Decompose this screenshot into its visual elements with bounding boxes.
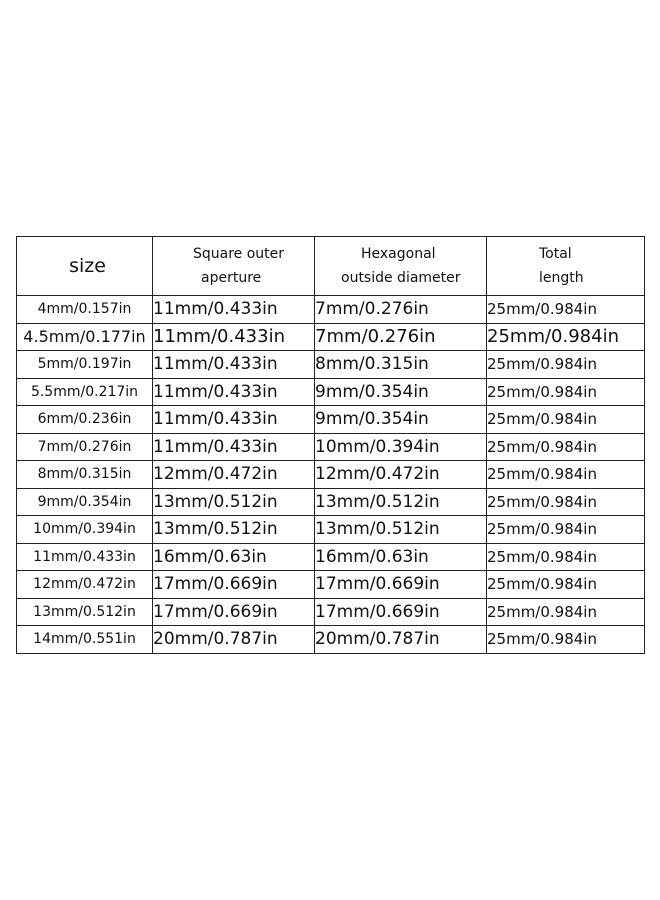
cell-hex-diameter: 9mm/0.354in xyxy=(315,406,487,434)
cell-hex-diameter: 7mm/0.276in xyxy=(315,323,487,351)
cell-size: 4.5mm/0.177in xyxy=(17,323,153,351)
cell-size: 14mm/0.551in xyxy=(17,626,153,654)
cell-total-length: 25mm/0.984in xyxy=(487,296,645,324)
cell-total-length: 25mm/0.984in xyxy=(487,571,645,599)
cell-size: 13mm/0.512in xyxy=(17,598,153,626)
cell-square-aperture: 11mm/0.433in xyxy=(153,323,315,351)
table-row xyxy=(17,406,645,434)
header-square-line1: Square outer xyxy=(193,246,285,262)
header-row xyxy=(17,237,645,296)
cell-total-length: 25mm/0.984in xyxy=(487,598,645,626)
header-size: size xyxy=(17,237,153,296)
cell-square-aperture: 11mm/0.433in xyxy=(153,406,315,434)
cell-square-aperture: 11mm/0.433in xyxy=(153,351,315,379)
cell-size: 12mm/0.472in xyxy=(17,571,153,599)
cell-total-length: 25mm/0.984in xyxy=(487,461,645,489)
cell-size: 9mm/0.354in xyxy=(17,488,153,516)
cell-square-aperture: 13mm/0.512in xyxy=(153,516,315,544)
table-row xyxy=(17,378,645,406)
cell-total-length: 25mm/0.984in xyxy=(487,488,645,516)
cell-total-length: 25mm/0.984in xyxy=(487,378,645,406)
cell-size: 5mm/0.197in xyxy=(17,351,153,379)
cell-total-length: 25mm/0.984in xyxy=(487,626,645,654)
cell-hex-diameter: 10mm/0.394in xyxy=(315,433,487,461)
cell-square-aperture: 11mm/0.433in xyxy=(153,378,315,406)
cell-total-length: 25mm/0.984in xyxy=(487,351,645,379)
cell-hex-diameter: 17mm/0.669in xyxy=(315,571,487,599)
cell-hex-diameter: 17mm/0.669in xyxy=(315,598,487,626)
header-length-line2: length xyxy=(539,270,584,286)
cell-size: 4mm/0.157in xyxy=(17,296,153,324)
cell-size: 6mm/0.236in xyxy=(17,406,153,434)
cell-square-aperture: 11mm/0.433in xyxy=(153,433,315,461)
cell-size: 11mm/0.433in xyxy=(17,543,153,571)
cell-hex-diameter: 9mm/0.354in xyxy=(315,378,487,406)
header-square-line2: aperture xyxy=(201,270,262,286)
header-hex-line1: Hexagonal xyxy=(361,246,436,262)
cell-hex-diameter: 13mm/0.512in xyxy=(315,488,487,516)
header-length-line1: Total xyxy=(539,246,572,262)
cell-total-length: 25mm/0.984in xyxy=(487,433,645,461)
table-row xyxy=(17,598,645,626)
cell-square-aperture: 11mm/0.433in xyxy=(153,296,315,324)
cell-size: 8mm/0.315in xyxy=(17,461,153,489)
header-hexagonal-outside-diameter xyxy=(315,237,487,296)
cell-total-length: 25mm/0.984in xyxy=(487,323,645,351)
table-row xyxy=(17,351,645,379)
cell-square-aperture: 16mm/0.63in xyxy=(153,543,315,571)
cell-hex-diameter: 13mm/0.512in xyxy=(315,516,487,544)
cell-square-aperture: 20mm/0.787in xyxy=(153,626,315,654)
cell-square-aperture: 13mm/0.512in xyxy=(153,488,315,516)
table-row xyxy=(17,433,645,461)
table-row xyxy=(17,461,645,489)
cell-hex-diameter: 16mm/0.63in xyxy=(315,543,487,571)
table-row xyxy=(17,516,645,544)
cell-square-aperture: 17mm/0.669in xyxy=(153,598,315,626)
cell-total-length: 25mm/0.984in xyxy=(487,406,645,434)
size-spec-table xyxy=(16,236,645,654)
header-total-length xyxy=(487,237,645,296)
cell-hex-diameter: 20mm/0.787in xyxy=(315,626,487,654)
cell-total-length: 25mm/0.984in xyxy=(487,543,645,571)
table-row xyxy=(17,543,645,571)
header-hex-line2: outside diameter xyxy=(341,270,461,286)
cell-hex-diameter: 8mm/0.315in xyxy=(315,351,487,379)
table-row xyxy=(17,323,645,351)
cell-size: 5.5mm/0.217in xyxy=(17,378,153,406)
table-row xyxy=(17,296,645,324)
cell-hex-diameter: 7mm/0.276in xyxy=(315,296,487,324)
cell-size: 10mm/0.394in xyxy=(17,516,153,544)
table-row xyxy=(17,626,645,654)
cell-hex-diameter: 12mm/0.472in xyxy=(315,461,487,489)
table-row xyxy=(17,488,645,516)
header-square-outer-aperture xyxy=(153,237,315,296)
cell-square-aperture: 17mm/0.669in xyxy=(153,571,315,599)
cell-size: 7mm/0.276in xyxy=(17,433,153,461)
cell-square-aperture: 12mm/0.472in xyxy=(153,461,315,489)
table-row xyxy=(17,571,645,599)
cell-total-length: 25mm/0.984in xyxy=(487,516,645,544)
